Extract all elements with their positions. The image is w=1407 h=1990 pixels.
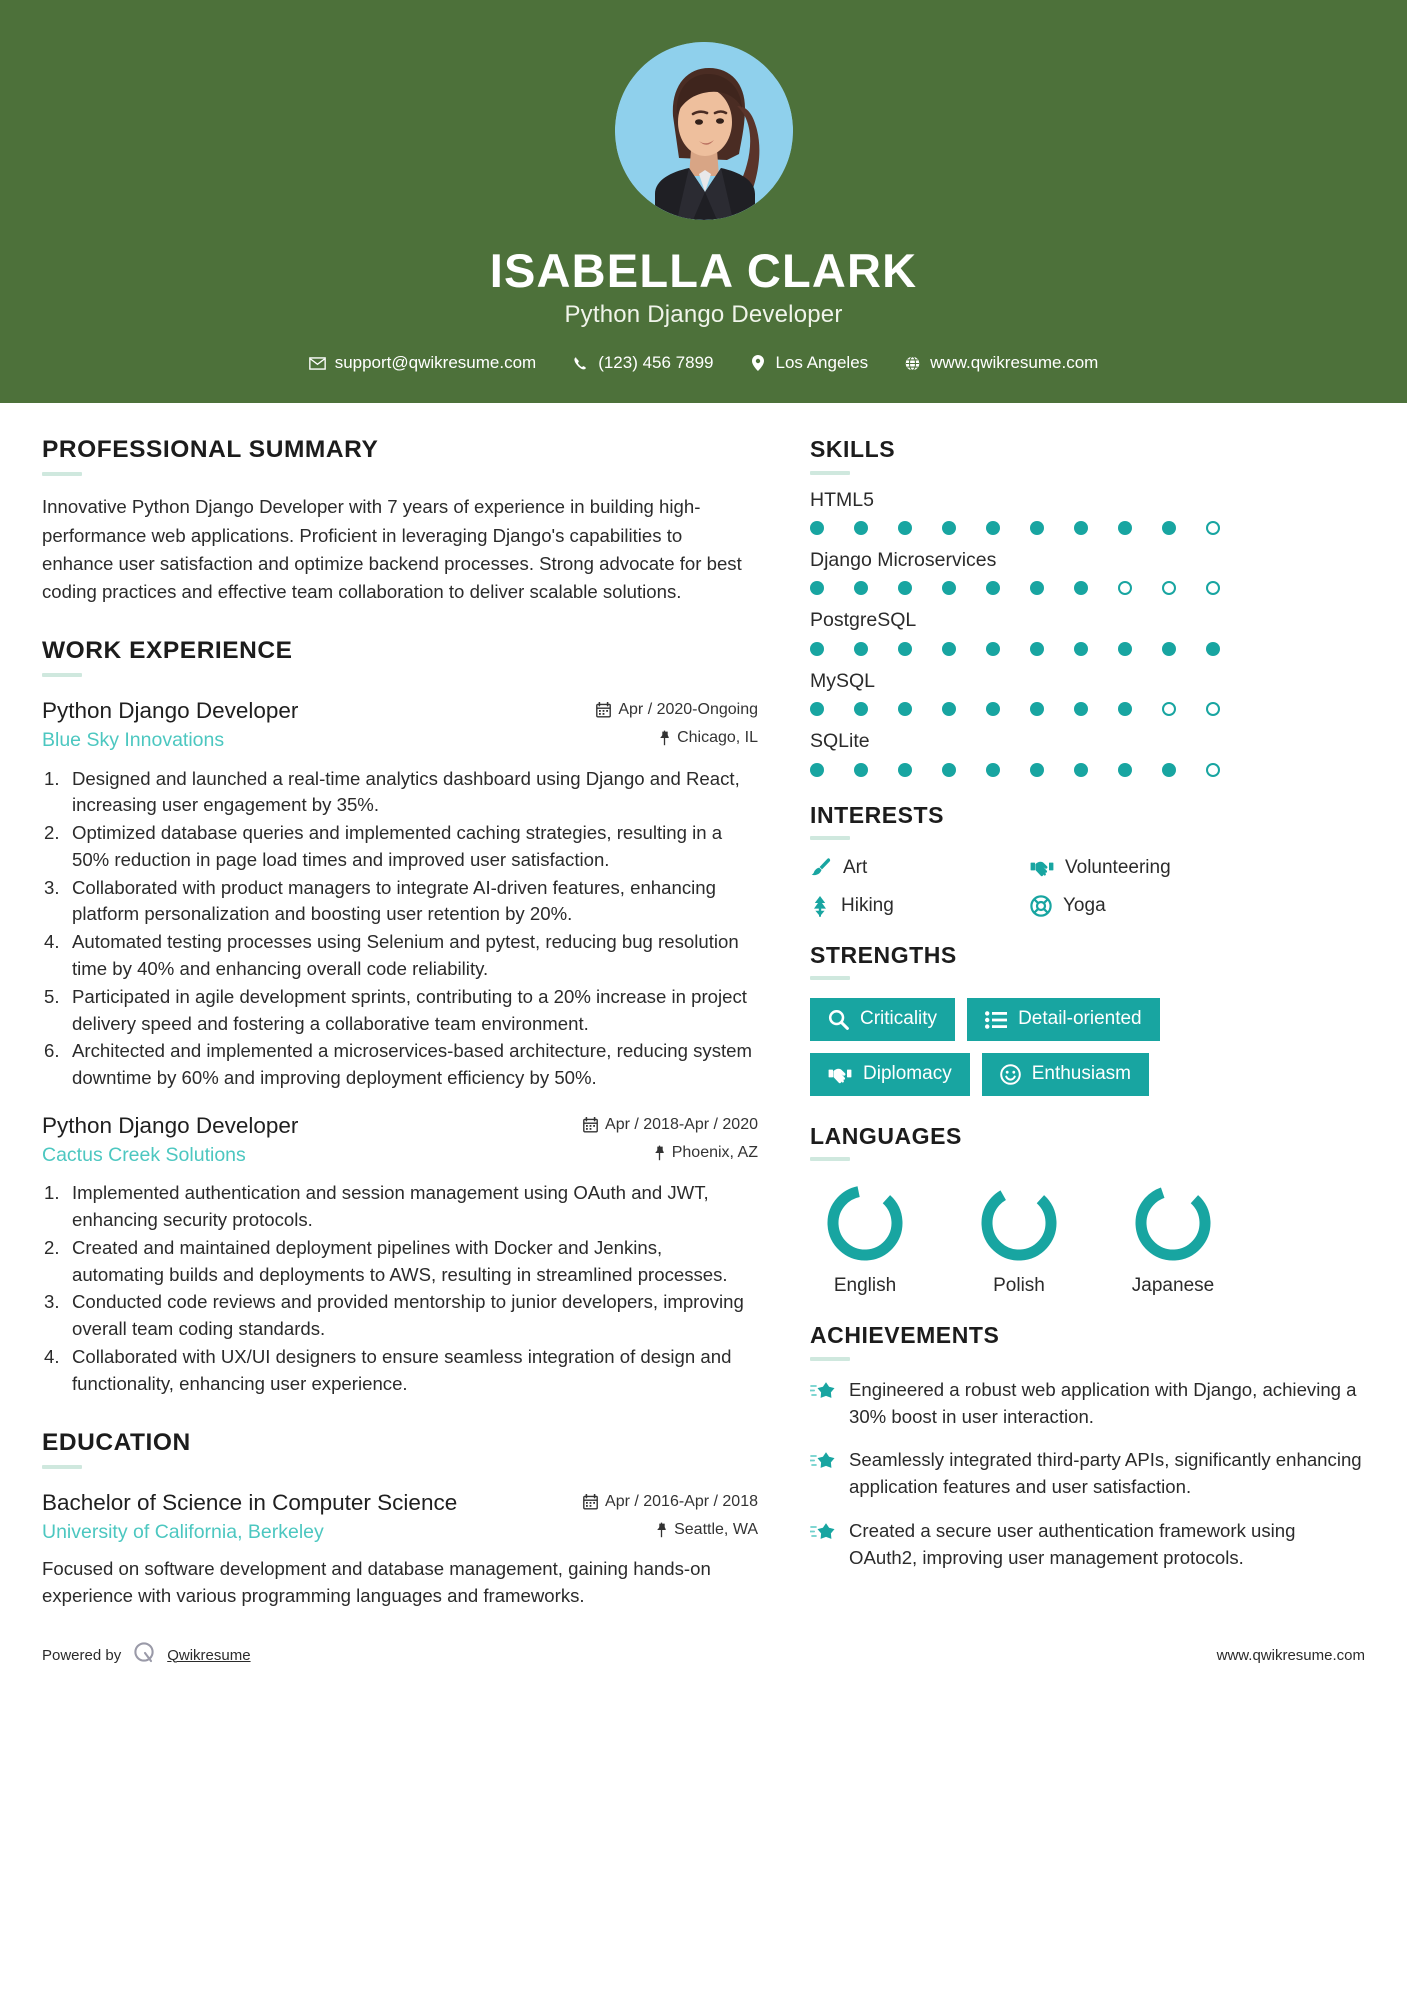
work-bullet: Optimized database queries and implemented caching strategies, resulting in a 50% reduction in page load times and improved user satisfaction. — [72, 822, 723, 870]
achievement-item — [810, 1518, 1363, 1572]
skill-dot — [1206, 763, 1220, 777]
interest-item — [1030, 857, 1240, 879]
strength-label: Diplomacy — [863, 1063, 952, 1085]
skill-dot — [1074, 702, 1088, 716]
interest-item — [810, 857, 1020, 879]
language-name: Polish — [993, 1275, 1045, 1297]
spacer — [810, 1096, 1363, 1124]
skill-dot — [1162, 521, 1176, 535]
work-company: Cactus Creek Solutions — [42, 1143, 246, 1166]
work-role: Python Django Developer — [42, 1112, 299, 1138]
interest-item — [1030, 895, 1240, 917]
work-entry-subheader — [42, 725, 758, 753]
work-location — [654, 1144, 758, 1162]
skill-dot — [854, 521, 868, 535]
skill-dot — [1030, 521, 1044, 535]
skill-dot — [854, 702, 868, 716]
skill-name: Django Microservices — [810, 549, 997, 572]
contact-phone-text: (123) 456 7899 — [598, 353, 714, 373]
work-entry-subheader — [42, 1140, 758, 1168]
lifebuoy-icon — [1030, 895, 1052, 917]
paintbrush-icon — [810, 857, 832, 879]
section-interests — [810, 803, 1363, 917]
work-bullet: Created and maintained deployment pipelines with Docker and Jenkins, automating builds and deployments to AWS, resulting in streamlined processes. — [72, 1236, 728, 1285]
smiley-icon — [1000, 1064, 1021, 1085]
achievement-text: Created a secure user authentication framework using OAuth2, improving user management protocols. — [849, 1519, 1296, 1568]
handshake-icon — [1030, 858, 1054, 877]
avatar-photo — [615, 42, 793, 220]
work-bullets — [42, 766, 758, 1092]
section-achievements — [810, 1323, 1363, 1571]
strength-label: Detail-oriented — [1018, 1008, 1142, 1030]
tree-icon — [810, 895, 830, 917]
avatar — [615, 42, 793, 220]
contact-website[interactable] — [904, 353, 1098, 373]
skill-dot — [1030, 642, 1044, 656]
education-description: Focused on software development and database management, gaining hands-on experience with various programming languages and frameworks. — [42, 1557, 711, 1606]
spacer — [810, 777, 1363, 803]
section-title-languages: LANGUAGES — [810, 1123, 962, 1150]
work-entry-header — [42, 1112, 758, 1140]
skill-rating — [810, 763, 1220, 777]
page-footer — [0, 1627, 1407, 1683]
skill-dot — [1118, 702, 1132, 716]
star-icon — [810, 1518, 836, 1549]
globe-icon — [904, 355, 921, 372]
contact-bar — [0, 353, 1407, 373]
achievement-text: Engineered a robust web application with Django, achieving a 30% boost in user interaction. — [849, 1378, 1357, 1427]
work-company: Blue Sky Innovations — [42, 729, 225, 752]
skill-dot — [1030, 763, 1044, 777]
skill-dot — [854, 642, 868, 656]
skill-dot — [942, 642, 956, 656]
section-rule — [810, 836, 850, 840]
skill-dot — [986, 763, 1000, 777]
contact-email-text: support@qwikresume.com — [334, 353, 537, 373]
handshake-icon — [828, 1065, 852, 1084]
section-rule — [810, 471, 850, 475]
language-item — [964, 1181, 1074, 1297]
resume-header — [0, 0, 1407, 403]
interest-label: Yoga — [1063, 894, 1106, 916]
skill-dot — [810, 521, 824, 535]
skill-dot — [898, 642, 912, 656]
skill-dot — [942, 521, 956, 535]
section-rule — [810, 1157, 850, 1161]
skill-dot — [810, 642, 824, 656]
strength-label: Enthusiasm — [1031, 1063, 1131, 1085]
skill-rating — [810, 521, 1220, 535]
section-title-education: EDUCATION — [42, 1429, 191, 1457]
skill-dot — [1162, 763, 1176, 777]
skill-dot — [1206, 642, 1220, 656]
star-icon — [810, 1377, 836, 1408]
language-donut — [1131, 1181, 1215, 1265]
summary-text: Innovative Python Django Developer with 7 years of experience in building high-performance web applications. Proficient in leveraging Django's capabilities to enhance user satisfaction and optimize backend processes. Strong advocate for best coding practices and effective team collaboration to deliver scalable solutions. — [42, 496, 742, 603]
spacer — [42, 606, 758, 638]
achievements-container — [810, 1377, 1363, 1572]
strength-chip — [810, 998, 955, 1041]
work-entry-header — [42, 697, 758, 725]
skill-dot — [1206, 581, 1220, 595]
section-rule — [810, 1357, 850, 1361]
education-entry-subheader — [42, 1517, 758, 1545]
job-title-subtitle: Python Django Developer — [564, 301, 843, 329]
skill-dot — [986, 702, 1000, 716]
work-role: Python Django Developer — [42, 698, 299, 724]
skill-item — [810, 730, 1363, 776]
education-dates — [583, 1493, 758, 1511]
education-entry — [42, 1489, 758, 1609]
skill-name: MySQL — [810, 669, 876, 692]
section-strengths — [810, 943, 1363, 1096]
skill-item — [810, 549, 1363, 595]
skill-dot — [1206, 702, 1220, 716]
interest-label: Volunteering — [1065, 856, 1171, 878]
education-location — [656, 1521, 758, 1539]
work-bullet: Automated testing processes using Selenium and pytest, reducing bug resolution time by 40% and enhancing overall code reliability. — [72, 931, 739, 980]
skill-dot — [1118, 521, 1132, 535]
skill-dot — [854, 763, 868, 777]
powered-by-label: Powered by — [42, 1646, 122, 1664]
skill-dot — [810, 581, 824, 595]
section-professional-summary — [42, 437, 758, 606]
contact-location-text: Los Angeles — [775, 353, 869, 373]
skill-dot — [898, 581, 912, 595]
skill-dot — [1118, 581, 1132, 595]
languages-container — [810, 1181, 1363, 1297]
work-location — [659, 729, 758, 747]
skill-rating — [810, 581, 1220, 595]
work-dates — [583, 1116, 758, 1134]
contact-email[interactable] — [309, 353, 537, 373]
section-title-achievements: ACHIEVEMENTS — [810, 1322, 1000, 1349]
skill-dot — [1074, 763, 1088, 777]
section-work-experience — [42, 638, 758, 1397]
footer-url: www.qwikresume.com — [1216, 1646, 1365, 1664]
skill-rating — [810, 642, 1220, 656]
work-location-text: Phoenix, AZ — [671, 1143, 758, 1161]
section-title-work: WORK EXPERIENCE — [42, 637, 293, 665]
language-item — [1118, 1181, 1228, 1297]
work-dates — [596, 701, 758, 719]
strength-label: Criticality — [860, 1008, 938, 1030]
section-title-interests: INTERESTS — [810, 801, 945, 828]
skill-dot — [942, 581, 956, 595]
skill-rating — [810, 702, 1220, 716]
skill-dot — [1030, 702, 1044, 716]
interest-label: Art — [843, 856, 868, 878]
skill-dot — [1162, 642, 1176, 656]
skill-item — [810, 670, 1363, 716]
skill-dot — [1162, 702, 1176, 716]
skill-name: SQLite — [810, 730, 870, 753]
language-name: Japanese — [1131, 1275, 1215, 1297]
qwikresume-link[interactable]: Qwikresume — [167, 1646, 251, 1664]
work-bullet: Collaborated with product managers to integrate AI-driven features, enhancing platform personalization and boosting user retention by 20%. — [72, 876, 716, 925]
skill-dot — [986, 521, 1000, 535]
contact-website-text: www.qwikresume.com — [930, 353, 1099, 373]
work-dates-text: Apr / 2018-Apr / 2020 — [605, 1115, 758, 1133]
achievement-item — [810, 1447, 1363, 1501]
skill-dot — [1162, 581, 1176, 595]
page-title: ISABELLA CLARK — [489, 244, 918, 297]
language-item — [810, 1181, 920, 1297]
jobs-container — [42, 697, 758, 1397]
language-name: English — [833, 1275, 897, 1297]
skill-dot — [810, 763, 824, 777]
section-education — [42, 1430, 758, 1609]
work-bullet: Architected and implemented a microservices-based architecture, reducing system downtime by 60% and improving deployment efficiency by 50%. — [72, 1040, 753, 1089]
skill-dot — [854, 581, 868, 595]
education-container — [42, 1489, 758, 1609]
work-bullet: Implemented authentication and session management using OAuth and JWT, enhancing security protocols. — [72, 1182, 709, 1231]
spacer — [42, 1398, 758, 1430]
section-skills — [810, 437, 1363, 776]
star-icon — [810, 1447, 836, 1478]
achievement-item — [810, 1377, 1363, 1431]
qwikresume-logo-icon — [131, 1640, 157, 1670]
language-donut — [977, 1181, 1061, 1265]
section-title-summary: PROFESSIONAL SUMMARY — [42, 436, 379, 464]
work-entry — [42, 1112, 758, 1398]
strength-chip — [967, 998, 1160, 1041]
spacer — [810, 917, 1363, 943]
skills-container — [810, 489, 1363, 777]
skill-dot — [1074, 642, 1088, 656]
section-title-skills: SKILLS — [810, 436, 896, 463]
strength-chip — [810, 1053, 970, 1096]
contact-phone[interactable] — [572, 353, 713, 373]
work-entry — [42, 697, 758, 1092]
strength-chip — [982, 1053, 1149, 1096]
education-dates-text: Apr / 2016-Apr / 2018 — [605, 1493, 758, 1511]
section-rule — [810, 976, 850, 980]
education-degree: Bachelor of Science in Computer Science — [42, 1490, 458, 1516]
work-bullet: Designed and launched a real-time analytics dashboard using Django and React, increasing user engagement by 35%. — [72, 767, 740, 816]
interest-label: Hiking — [841, 894, 894, 916]
achievement-text: Seamlessly integrated third-party APIs, significantly enhancing application features and user satisfaction. — [849, 1449, 1362, 1498]
education-school: University of California, Berkeley — [42, 1521, 324, 1544]
interests-container — [810, 857, 1240, 917]
phone-icon — [572, 355, 589, 372]
work-bullet: Participated in agile development sprints, contributing to a 20% increase in project delivery speed and fostering a collaborative team environment. — [72, 985, 747, 1034]
skill-dot — [810, 702, 824, 716]
spacer — [810, 1297, 1363, 1323]
skill-dot — [1118, 763, 1132, 777]
skill-dot — [1074, 581, 1088, 595]
skill-dot — [898, 521, 912, 535]
envelope-icon — [309, 355, 326, 372]
section-rule — [42, 1465, 82, 1469]
interest-item — [810, 895, 1020, 917]
left-column — [42, 403, 802, 1609]
strengths-container — [810, 998, 1260, 1096]
skill-dot — [898, 763, 912, 777]
skill-dot — [986, 581, 1000, 595]
skill-dot — [898, 702, 912, 716]
map-pin-icon — [750, 355, 767, 372]
powered-by — [42, 1640, 251, 1670]
section-title-strengths: STRENGTHS — [810, 941, 957, 968]
skill-dot — [986, 642, 1000, 656]
skill-name: HTML5 — [810, 488, 874, 511]
list-icon — [985, 1011, 1007, 1029]
skill-item — [810, 609, 1363, 655]
section-languages — [810, 1124, 1363, 1297]
skill-dot — [1030, 581, 1044, 595]
skill-dot — [942, 702, 956, 716]
education-location-text: Seattle, WA — [674, 1521, 758, 1539]
skill-item — [810, 489, 1363, 535]
work-location-text: Chicago, IL — [677, 729, 758, 747]
work-bullet: Collaborated with UX/UI designers to ensure seamless integration of design and functionality, enhancing user experience. — [72, 1345, 732, 1394]
section-rule — [42, 472, 82, 476]
right-column — [802, 403, 1363, 1609]
work-bullet: Conducted code reviews and provided mentorship to junior developers, improving overall team coding standards. — [72, 1291, 744, 1340]
education-entry-header — [42, 1489, 758, 1517]
skill-dot — [942, 763, 956, 777]
skill-name: PostgreSQL — [810, 609, 917, 632]
skill-dot — [1118, 642, 1132, 656]
resume-body — [0, 403, 1407, 1609]
contact-location — [750, 353, 869, 373]
skill-dot — [1074, 521, 1088, 535]
section-rule — [42, 673, 82, 677]
work-bullets — [42, 1180, 758, 1397]
language-donut — [823, 1181, 907, 1265]
skill-dot — [1206, 521, 1220, 535]
magnifier-icon — [828, 1009, 849, 1030]
work-dates-text: Apr / 2020-Ongoing — [618, 701, 758, 719]
